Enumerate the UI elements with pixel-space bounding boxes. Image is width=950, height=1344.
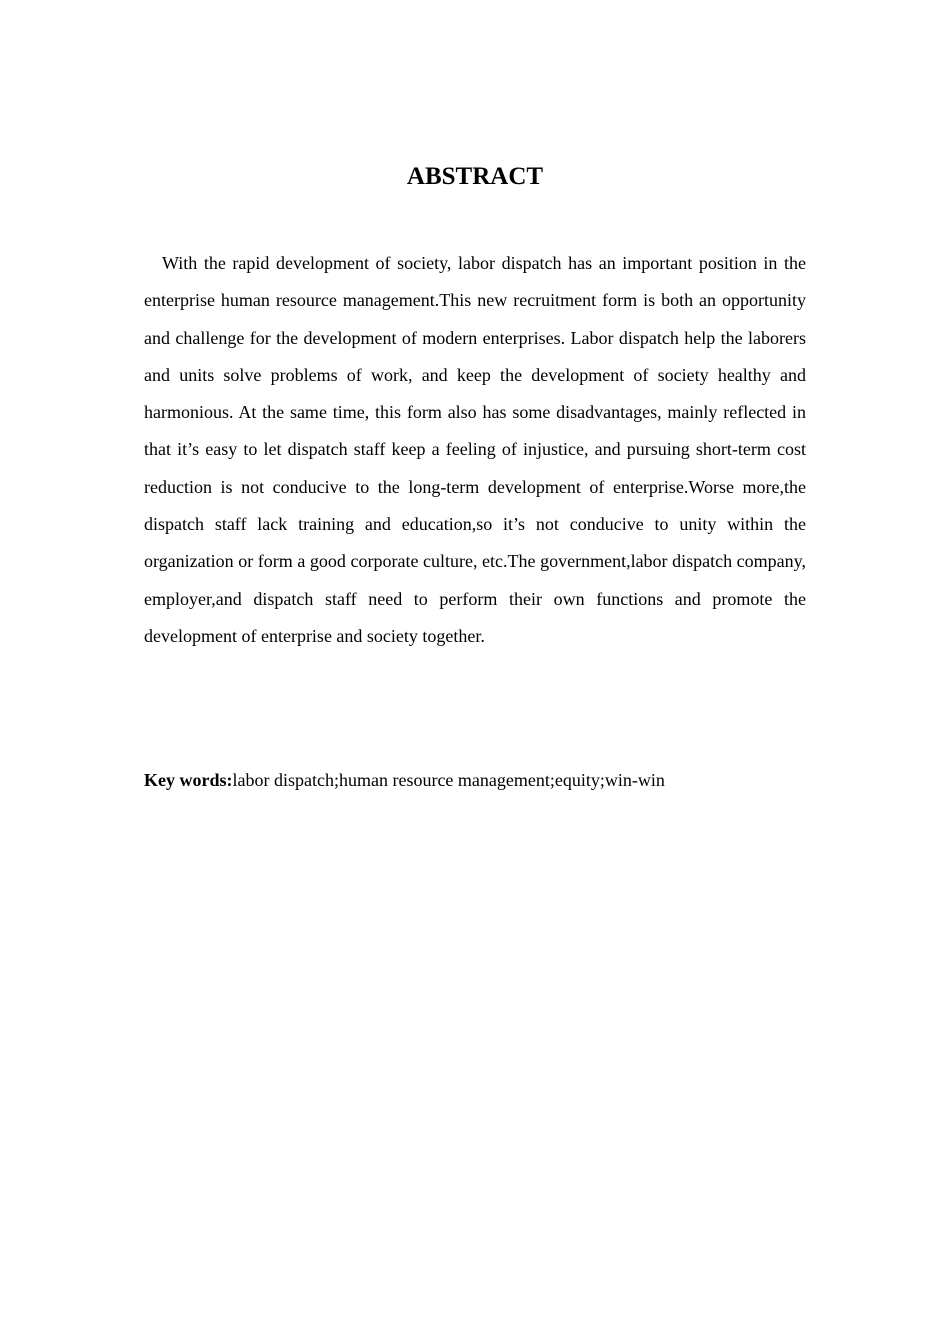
keywords-label: Key words: [144,770,233,790]
keywords-value: labor dispatch;human resource management;equity;win-win [232,770,665,790]
abstract-body: With the rapid development of society, labor dispatch has an important position in the enterprise human resource management.This new recruitment form is both an opportunity and challenge for the development of modern enterprises. Labor dispatch help the laborers and units solve problems of work, and keep the development of society healthy and harmonious. At the same time, this form also has some disadvantages, mainly reflected in that it’s easy to let dispatch staff keep a feeling of injustice, and pursuing short-term cost reduction is not conducive to the long-term development of enterprise.Worse more,the dispatch staff lack training and education,so it’s not conducive to unity within the organization or form a good corporate culture, etc.The government,labor dispatch company, employer,and dispatch staff need to perform their own functions and promote the development of enterprise and society together. [144,253,806,646]
keywords-line [144,762,806,799]
abstract-title: ABSTRACT [406,163,544,190]
